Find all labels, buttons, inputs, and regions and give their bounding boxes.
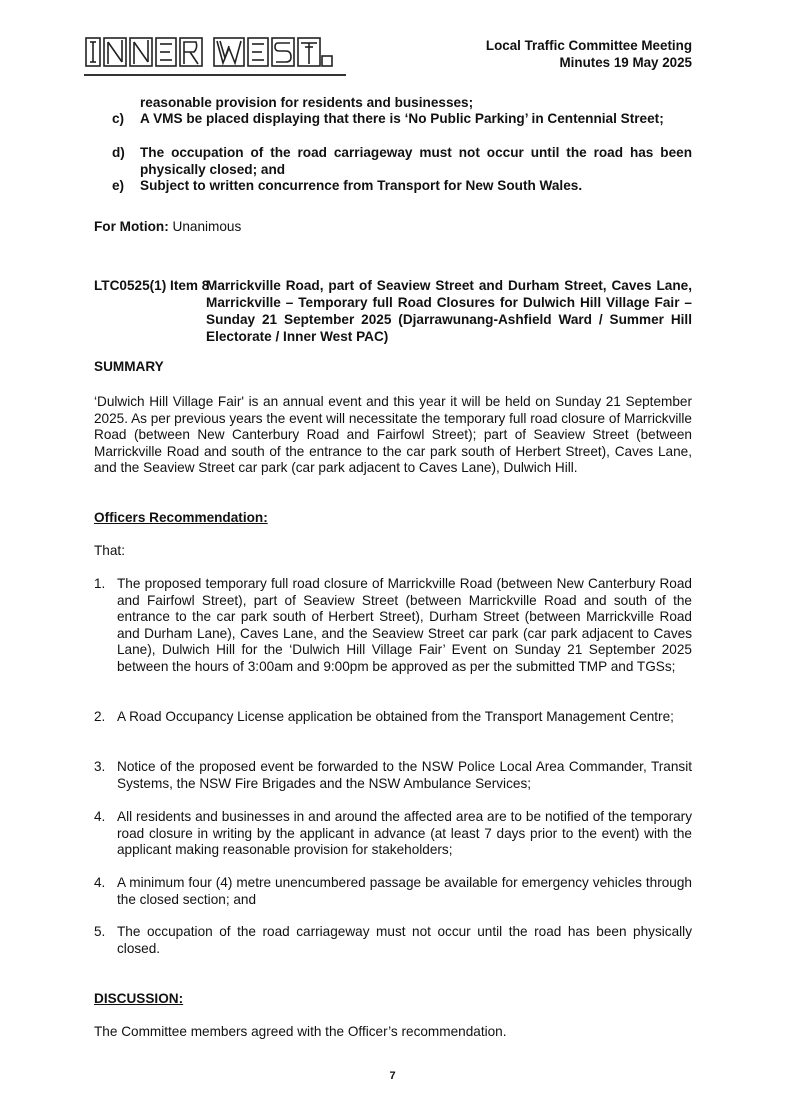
discussion-text: The Committee members agreed with the Officer’s recommendation.	[94, 1024, 507, 1039]
for-motion	[94, 219, 241, 234]
for-motion-value: Unanimous	[172, 219, 242, 234]
inner-west-logo	[84, 34, 336, 70]
item-title: Marrickville Road, part of Seaview Street and Durham Street, Caves Lane, Marrickville – Temporary full Road Closures for Dulwich Hill Village Fair – Sunday 21 September 2025 (Djarrawunang-Ashfield Ward / Summer Hill Electorate / Inner West PAC)	[206, 278, 692, 344]
summary-text: ‘Dulwich Hill Village Fair' is an annual event and this year it will be held on Sunday 21 September 2025. As per previous years the event will necessitate the temporary full road closure of Marrickville Road (between New Canterbury Road and Fairfowl Street); part of Seaview Street (between Marrickville Road and south of the entrance to the car park south of Herbert Street), Caves Lane, and the Seaview Street car park (car park adjacent to Caves Lane), Dulwich Hill.	[94, 394, 692, 476]
item-code: LTC0525(1) Item 8	[94, 278, 210, 293]
recommendation-item: 3. Notice of the proposed event be forwarded to the NSW Police Local Area Commander, Transit Systems, the NSW Fire Brigades and the NSW Ambulance Services;	[94, 759, 692, 791]
continuation-intro: reasonable provision for residents and businesses;	[140, 95, 474, 110]
recommendation-item: 2. A Road Occupancy License application be obtained from the Transport Management Centre;	[94, 709, 674, 724]
summary-heading: SUMMARY	[94, 359, 164, 374]
recommendation-item: 1. The proposed temporary full road closure of Marrickville Road (between New Canterbury Road and Fairfowl Street), part of Seaview Street (between Marrickville Road and south of the entrance to the car park south of Herbert Street), Durham Street (between Marrickville Road and Durham Lane), Caves Lane, and the Seaview Street car park (car park adjacent to Caves Lane), Dulwich Hill for the ‘Dulwich Hill Village Fair’ Event on Sunday 21 September 2025 between the hours of 3:00am and 9:00pm be approved as per the submitted TMP and TGSs;	[94, 576, 692, 674]
meeting-header	[486, 38, 692, 71]
list-item: c) A VMS be placed displaying that there is ‘No Public Parking’ in Centennial Street;	[112, 111, 664, 126]
recommendation-item: 4. All residents and businesses in and around the affected area are to be notified of the temporary road closure in writing by the applicant in advance (at least 7 days prior to the event) with the applicant making reasonable provision for stakeholders;	[94, 809, 692, 857]
minutes-date: Minutes 19 May 2025	[559, 54, 692, 70]
for-motion-label: For Motion:	[94, 219, 169, 234]
discussion-heading: DISCUSSION:	[94, 991, 184, 1006]
list-item: d) The occupation of the road carriageway must not occur until the road has been physically closed; and	[112, 145, 692, 177]
header-rule	[84, 74, 346, 76]
recommendation-item: 4. A minimum four (4) metre unencumbered passage be available for emergency vehicles through the closed section; and	[94, 875, 692, 907]
recommendation-intro: That:	[94, 543, 125, 558]
list-item: e) Subject to written concurrence from Transport for New South Wales.	[112, 178, 583, 193]
meeting-title: Local Traffic Committee Meeting	[485, 38, 692, 53]
recommendation-heading: Officers Recommendation:	[94, 510, 268, 525]
item-heading	[94, 277, 692, 345]
page-number: 7	[389, 1070, 396, 1082]
recommendation-item: 5. The occupation of the road carriageway must not occur until the road has been physically closed.	[94, 924, 692, 956]
